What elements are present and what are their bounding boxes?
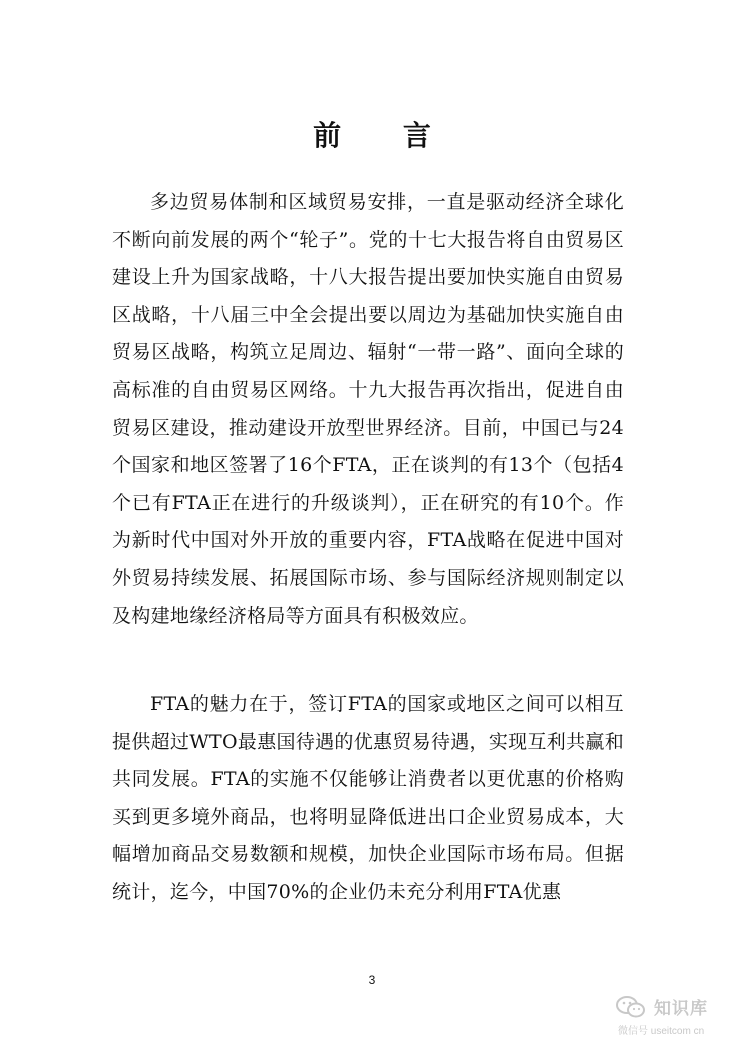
watermark-name: 知识库 — [654, 999, 708, 1018]
watermark — [614, 993, 734, 1038]
paragraph-1: 多边贸易体制和区域贸易安排，一直是驱动经济全球化不断向前发展的两个“轮子”。党的十七大报告将自由贸易区建设上升为国家战略，十八大报告提出要加快实施自由贸易区战略，十八届三中全会提出要以周边为基础加快实施自由贸易区战略，构筑立足周边、辐射“一带一路”、面向全球的高标准的自由贸易区网络。十九大报告再次指出，促进自由贸易区建设，推动建设开放型世界经济。目前，中国已与24个国家和地区签署了16个FTA，正在谈判的有13个（包括4个已有FTA正在进行的升级谈判），正在研究的有10个。作为新时代中国对外开放的重要内容，FTA战略在促进中国对外贸易持续发展、拓展国际市场、参与国际经济规则制定以及构建地缘经济格局等方面具有积极效应。 — [112, 191, 624, 627]
paragraph-2: FTA的魅力在于，签订FTA的国家或地区之间可以相互提供超过WTO最惠国待遇的优惠贸易待遇，实现互利共赢和共同发展。FTA的实施不仅能够让消费者以更优惠的价格购买到更多境外商品，也将明显降低进出口企业贸易成本，大幅增加商品交易数额和规模，加快企业国际市场布局。但据统计，迄今，中国70%的企业仍未充分利用FTA优惠 — [112, 693, 624, 903]
page-title: 前 言 — [313, 119, 457, 152]
page-number: 3 — [368, 973, 376, 987]
wechat-icon — [616, 995, 646, 1019]
watermark-subtitle: 微信号 useitcom cn — [618, 1026, 705, 1037]
